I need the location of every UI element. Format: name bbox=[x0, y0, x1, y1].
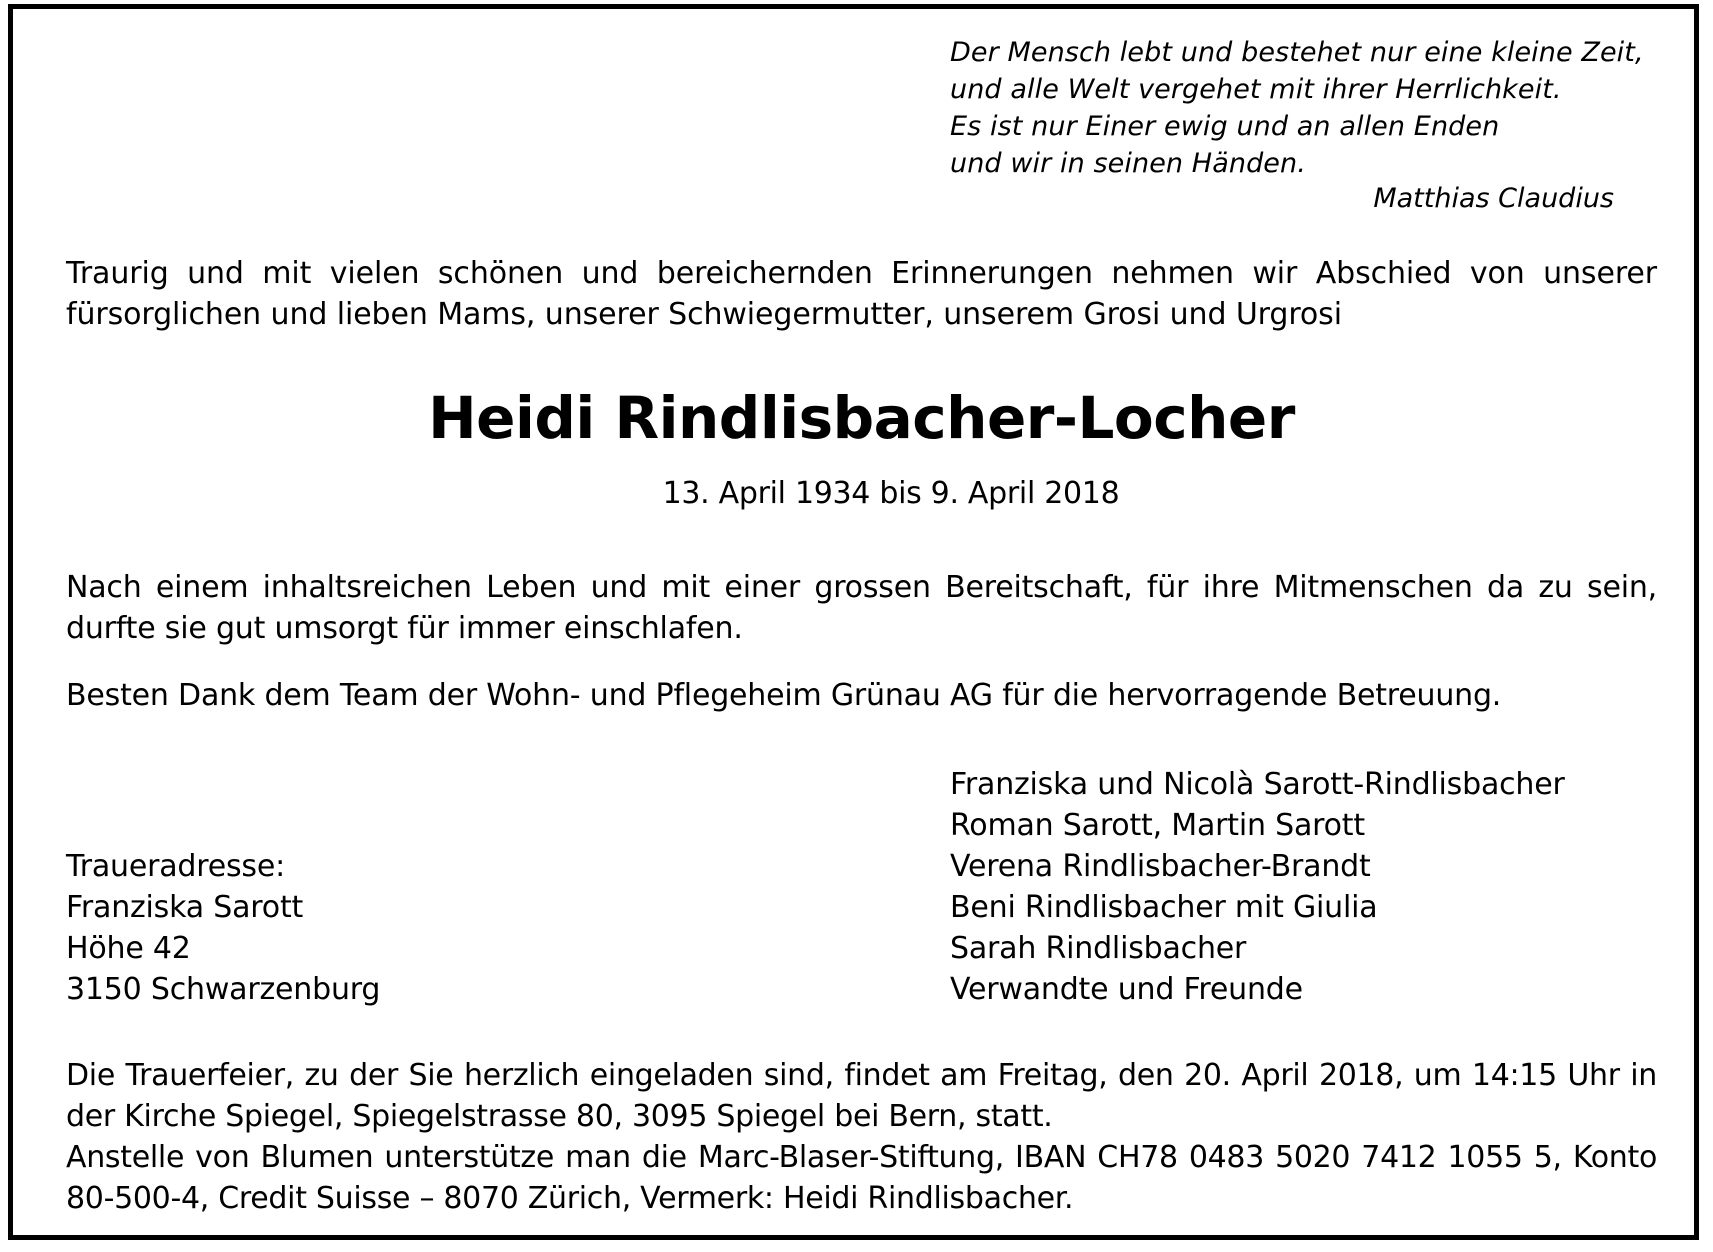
address-name: Franziska Sarott bbox=[66, 890, 304, 925]
quote bbox=[950, 34, 1644, 182]
intro-text: Traurig und mit vielen schönen und bereichernden Erinnerungen nehmen wir Abschied von unserer fürsorglichen und lieben Mams, unserer Schwiegermutter, unserem Grosi und Urgrosi bbox=[66, 256, 1657, 332]
address-label: Traueradresse: bbox=[66, 849, 286, 884]
thanks-text: Besten Dank dem Team der Wohn- und Pflegeheim Grünau AG für die hervorragende Betreuung. bbox=[66, 678, 1502, 713]
address-city: 3150 Schwarzenburg bbox=[66, 972, 381, 1007]
quote-line: und alle Welt vergehet mit ihrer Herrlichkeit. bbox=[950, 74, 1562, 105]
mourners-list bbox=[950, 764, 1565, 1010]
life-text: Nach einem inhaltsreichen Leben und mit einer grossen Bereitschaft, für ihre Mitmenschen da zu sein, durfte sie gut umsorgt für immer einschlafen. bbox=[66, 570, 1657, 646]
mourner-entry: Roman Sarott, Martin Sarott bbox=[950, 808, 1365, 843]
donation-text: Anstelle von Blumen unterstütze man die Marc-Blaser-Stiftung, IBAN CH78 0483 5020 7412 1055 5, Konto 80-500-4, Credit Suisse – 8070 Zürich, Vermerk: Heidi Rindlisbacher. bbox=[66, 1140, 1657, 1216]
ceremony-info bbox=[66, 1055, 1657, 1219]
mourner-entry: Beni Rindlisbacher mit Giulia bbox=[950, 890, 1378, 925]
life-dates: 13. April 1934 bis 9. April 2018 bbox=[662, 476, 1120, 511]
mourner-entry: Verwandte und Freunde bbox=[950, 972, 1303, 1007]
quote-line: Der Mensch lebt und bestehet nur eine kleine Zeit, bbox=[950, 37, 1644, 68]
address-street: Höhe 42 bbox=[66, 931, 191, 966]
mourning-address bbox=[66, 846, 380, 1010]
quote-author: Matthias Claudius bbox=[1373, 183, 1614, 214]
service-text: Die Trauerfeier, zu der Sie herzlich eingeladen sind, findet am Freitag, den 20. April 2018, um 14:15 Uhr in der Kirche Spiegel, Spiegelstrasse 80, 3095 Spiegel bei Bern, statt. bbox=[66, 1058, 1657, 1134]
deceased-name: Heidi Rindlisbacher-Locher bbox=[428, 384, 1295, 452]
quote-line: und wir in seinen Händen. bbox=[950, 148, 1306, 179]
mourner-entry: Franziska und Nicolà Sarott-Rindlisbacher bbox=[950, 767, 1565, 802]
quote-line: Es ist nur Einer ewig und an allen Enden bbox=[950, 111, 1500, 142]
mourner-entry: Sarah Rindlisbacher bbox=[950, 931, 1247, 966]
mourner-entry: Verena Rindlisbacher-Brandt bbox=[950, 849, 1371, 884]
